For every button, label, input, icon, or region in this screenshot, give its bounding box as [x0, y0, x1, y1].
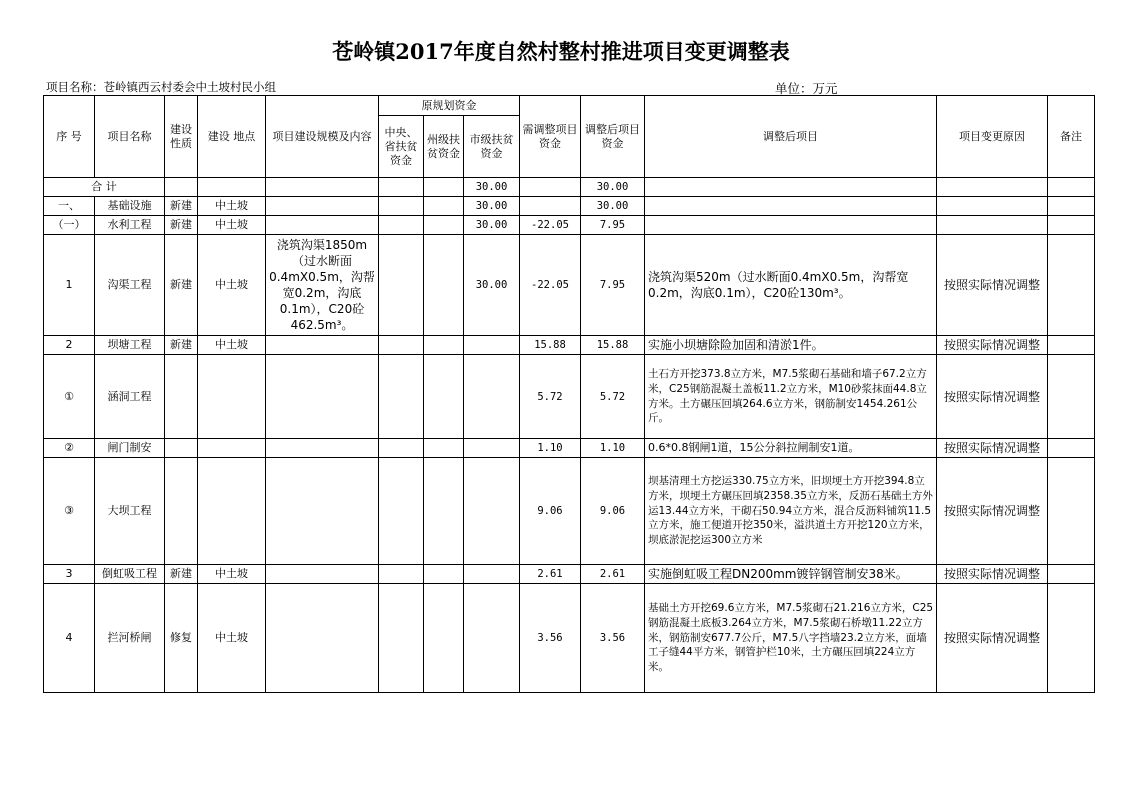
- cell-after: 3.56: [581, 584, 645, 693]
- cell-state: [424, 197, 464, 216]
- cell-state: [424, 355, 464, 439]
- cell-after: 30.00: [581, 178, 645, 197]
- cell-project: 0.6*0.8钢闸1道，15公分斜拉闸制安1道。: [645, 439, 937, 458]
- cell-seq: 一、: [44, 197, 95, 216]
- cell-after: 30.00: [581, 197, 645, 216]
- cell-remark: [1048, 458, 1095, 565]
- cell-reason: 按照实际情况调整: [937, 355, 1048, 439]
- cell-project: [645, 197, 937, 216]
- cell-scale: [266, 197, 379, 216]
- cell-location: 中土坡: [198, 216, 266, 235]
- project-name: 项目名称：苍岭镇西云村委会中土坡村民小组: [46, 80, 276, 94]
- cell-location: 中土坡: [198, 235, 266, 336]
- cell-reason: [937, 178, 1048, 197]
- cell-scale: [266, 565, 379, 584]
- cell-state: [424, 336, 464, 355]
- cell-scale: [266, 355, 379, 439]
- page-title: 苍岭镇2017年度自然村整村推进项目变更调整表: [332, 39, 790, 64]
- cell-reason: 按照实际情况调整: [937, 235, 1048, 336]
- header-reason: 项目变更原因: [937, 96, 1048, 178]
- cell-reason: 按照实际情况调整: [937, 439, 1048, 458]
- cell-remark: [1048, 565, 1095, 584]
- cell-scale: [266, 216, 379, 235]
- cell-seq: 4: [44, 584, 95, 693]
- cell-project: [645, 216, 937, 235]
- cell-central: [379, 197, 424, 216]
- cell-scale: [266, 458, 379, 565]
- cell-remark: [1048, 235, 1095, 336]
- header-adjusted: 调整后项目资金: [581, 96, 645, 178]
- cell-central: [379, 235, 424, 336]
- cell-city: 30.00: [464, 216, 520, 235]
- cell-name: 大坝工程: [95, 458, 165, 565]
- cell-state: [424, 178, 464, 197]
- cell-adjust: [520, 178, 581, 197]
- cell-seq: 合 计: [44, 178, 165, 197]
- cell-remark: [1048, 439, 1095, 458]
- cell-location: 中土坡: [198, 336, 266, 355]
- cell-state: [424, 235, 464, 336]
- cell-project: 浇筑沟渠520m（过水断面0.4mX0.5m，沟帮宽0.2m，沟底0.1m），C20砼130m³。: [645, 235, 937, 336]
- header-row-1: [44, 96, 1095, 116]
- cell-project: 实施小坝塘除险加固和清淤1件。: [645, 336, 937, 355]
- cell-seq: ①: [44, 355, 95, 439]
- cell-location: 中土坡: [198, 565, 266, 584]
- cell-nature: 新建: [165, 336, 198, 355]
- cell-city: [464, 458, 520, 565]
- cell-project: 实施倒虹吸工程DN200mm镀锌钢管制安38米。: [645, 565, 937, 584]
- cell-nature: 修复: [165, 584, 198, 693]
- table-row: [44, 235, 1095, 336]
- cell-project: [645, 178, 937, 197]
- cell-city: [464, 355, 520, 439]
- cell-name: 涵洞工程: [95, 355, 165, 439]
- cell-name: 坝塘工程: [95, 336, 165, 355]
- cell-adjust: 9.06: [520, 458, 581, 565]
- cell-seq: 1: [44, 235, 95, 336]
- table-row: [44, 565, 1095, 584]
- table-row: [44, 584, 1095, 693]
- cell-scale: [266, 584, 379, 693]
- cell-city: [464, 584, 520, 693]
- cell-reason: [937, 216, 1048, 235]
- cell-remark: [1048, 178, 1095, 197]
- cell-central: [379, 565, 424, 584]
- cell-after: 7.95: [581, 235, 645, 336]
- cell-project: 坝基清理土方挖运330.75立方米，旧坝埂土方开挖394.8立方米，坝埂土方碾压回填2358.35立方米，反沥石基础土方外运13.44立方米，干砌石50.94立方米，混合反沥料铺筑11.5立方米，施工便道开挖350米，溢洪道土方开挖120立方米，坝底淤泥挖运300立方米: [645, 458, 937, 565]
- cell-after: 9.06: [581, 458, 645, 565]
- cell-reason: 按照实际情况调整: [937, 584, 1048, 693]
- cell-remark: [1048, 336, 1095, 355]
- cell-project: 基础土方开挖69.6立方米，M7.5浆砌石21.216立方米，C25钢筋混凝土底板3.264立方米，M7.5浆砌石桥墩11.22立方米，钢筋制安677.7公斤，M7.5八字挡墙23.2立方米，面墙工子缝44平方米，钢管护栏10米，土方碾压回填224立方米。: [645, 584, 937, 693]
- table-row: [44, 458, 1095, 565]
- header-adjusted-project: 调整后项目: [645, 96, 937, 178]
- cell-city: 30.00: [464, 197, 520, 216]
- cell-name: 倒虹吸工程: [95, 565, 165, 584]
- cell-reason: [937, 197, 1048, 216]
- cell-nature: 新建: [165, 565, 198, 584]
- cell-central: [379, 458, 424, 565]
- cell-city: [464, 336, 520, 355]
- cell-seq: （一）: [44, 216, 95, 235]
- cell-seq: ③: [44, 458, 95, 565]
- table-row: [44, 178, 1095, 197]
- cell-state: [424, 458, 464, 565]
- cell-city: 30.00: [464, 178, 520, 197]
- cell-central: [379, 216, 424, 235]
- header-location: 建设 地点: [198, 96, 266, 178]
- cell-reason: 按照实际情况调整: [937, 458, 1048, 565]
- cell-central: [379, 439, 424, 458]
- cell-seq: 3: [44, 565, 95, 584]
- cell-nature: 新建: [165, 197, 198, 216]
- cell-state: [424, 584, 464, 693]
- cell-state: [424, 565, 464, 584]
- cell-nature: 新建: [165, 216, 198, 235]
- cell-adjust: -22.05: [520, 216, 581, 235]
- cell-central: [379, 178, 424, 197]
- cell-location: [198, 439, 266, 458]
- cell-scale: [266, 178, 379, 197]
- cell-remark: [1048, 197, 1095, 216]
- cell-name: 水利工程: [95, 216, 165, 235]
- cell-adjust: -22.05: [520, 235, 581, 336]
- cell-nature: [165, 178, 198, 197]
- header-nature: 建设性质: [165, 96, 198, 178]
- cell-central: [379, 355, 424, 439]
- cell-after: 15.88: [581, 336, 645, 355]
- header-state: 州级扶贫资金: [424, 116, 464, 178]
- header-remark: 备注: [1048, 96, 1095, 178]
- cell-after: 1.10: [581, 439, 645, 458]
- cell-nature: [165, 355, 198, 439]
- cell-nature: 新建: [165, 235, 198, 336]
- cell-city: [464, 565, 520, 584]
- cell-project: 土石方开挖373.8立方米，M7.5浆砌石基础和墙子67.2立方米，C25钢筋混凝土盖板11.2立方米，M10砂浆抹面44.8立方米。土方碾压回填264.6立方米，钢筋制安1454.261公斤。: [645, 355, 937, 439]
- cell-seq: 2: [44, 336, 95, 355]
- cell-scale: [266, 439, 379, 458]
- header-name: 项目名称: [95, 96, 165, 178]
- table-row: [44, 216, 1095, 235]
- cell-name: 基础设施: [95, 197, 165, 216]
- cell-central: [379, 336, 424, 355]
- header-city: 市级扶贫资金: [464, 116, 520, 178]
- header-scale: 项目建设规模及内容: [266, 96, 379, 178]
- cell-state: [424, 439, 464, 458]
- header-original-funds: 原规划资金: [379, 96, 520, 116]
- cell-adjust: 5.72: [520, 355, 581, 439]
- cell-scale: [266, 336, 379, 355]
- table-row: [44, 197, 1095, 216]
- cell-location: [198, 458, 266, 565]
- cell-adjust: 15.88: [520, 336, 581, 355]
- cell-location: [198, 355, 266, 439]
- header-adjust-needed: 需调整项目资金: [520, 96, 581, 178]
- cell-remark: [1048, 216, 1095, 235]
- cell-remark: [1048, 355, 1095, 439]
- table-row: [44, 439, 1095, 458]
- cell-seq: ②: [44, 439, 95, 458]
- cell-after: 7.95: [581, 216, 645, 235]
- cell-state: [424, 216, 464, 235]
- cell-adjust: 2.61: [520, 565, 581, 584]
- cell-after: 5.72: [581, 355, 645, 439]
- header-seq: 序 号: [44, 96, 95, 178]
- cell-remark: [1048, 584, 1095, 693]
- unit-label: 单位：万元: [775, 81, 838, 96]
- cell-city: 30.00: [464, 235, 520, 336]
- cell-location: [198, 178, 266, 197]
- cell-after: 2.61: [581, 565, 645, 584]
- table-row: [44, 336, 1095, 355]
- cell-central: [379, 584, 424, 693]
- cell-city: [464, 439, 520, 458]
- cell-reason: 按照实际情况调整: [937, 565, 1048, 584]
- cell-nature: [165, 458, 198, 565]
- cell-scale: 浇筑沟渠1850m（过水断面0.4mX0.5m，沟帮宽0.2m，沟底0.1m），C20砼462.5m³。: [266, 235, 379, 336]
- header-central: 中央、省扶贫资金: [379, 116, 424, 178]
- cell-location: 中土坡: [198, 584, 266, 693]
- cell-location: 中土坡: [198, 197, 266, 216]
- cell-adjust: [520, 197, 581, 216]
- adjustment-table: [43, 95, 1095, 693]
- cell-adjust: 3.56: [520, 584, 581, 693]
- table-row: [44, 355, 1095, 439]
- cell-reason: 按照实际情况调整: [937, 336, 1048, 355]
- cell-name: 拦河桥闸: [95, 584, 165, 693]
- cell-adjust: 1.10: [520, 439, 581, 458]
- cell-name: 闸门制安: [95, 439, 165, 458]
- cell-name: 沟渠工程: [95, 235, 165, 336]
- cell-nature: [165, 439, 198, 458]
